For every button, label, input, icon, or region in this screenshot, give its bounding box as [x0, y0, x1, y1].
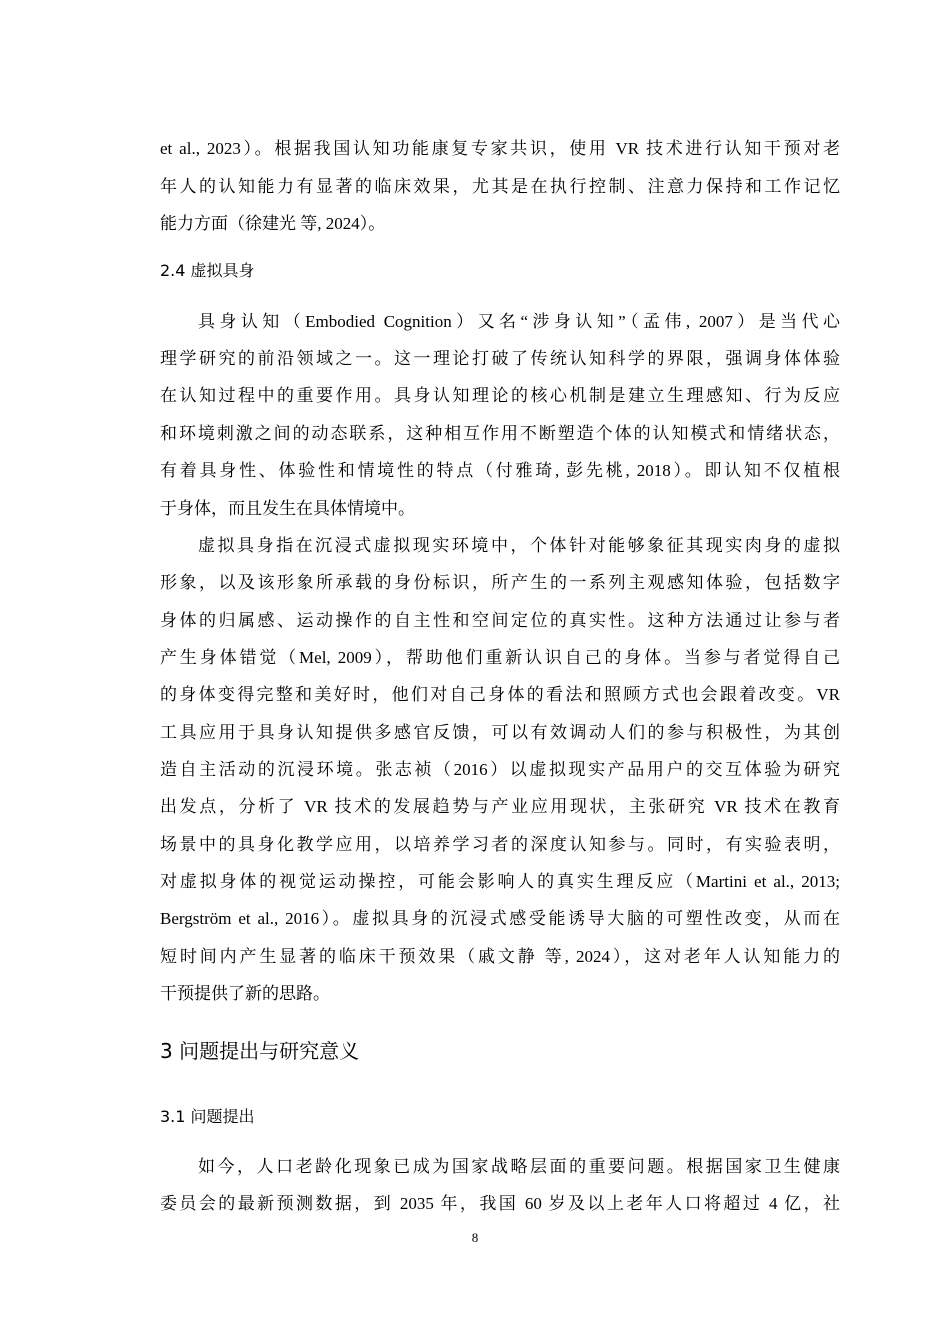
paragraph-line: 能力方面（徐建光 等, 2024）。 [160, 214, 386, 233]
paragraph-line: 理学研究的前沿领域之一。这一理论打破了传统认知科学的界限，强调身体体验 [160, 349, 840, 368]
chapter-heading-3: 3 问题提出与研究意义 [160, 1039, 360, 1063]
paragraph-line: 委员会的最新预测数据，到 2035 年，我国 60 岁及以上老年人口将超过 4 亿，社 [160, 1194, 840, 1213]
paragraph-line: 场景中的具身化教学应用，以培养学习者的深度认知参与。同时，有实验表明， [160, 835, 840, 854]
paragraph-line: Bergström et al., 2016）。虚拟具身的沉浸式感受能诱导大脑的可塑性改变，从而在 [160, 909, 840, 928]
paragraph-line: 如今，人口老龄化现象已成为国家战略层面的重要问题。根据国家卫生健康 [198, 1157, 840, 1176]
paragraph-line: et al., 2023）。根据我国认知功能康复专家共识，使用 VR 技术进行认知干预对老 [160, 139, 840, 158]
paragraph-line: 干预提供了新的思路。 [160, 984, 330, 1003]
paragraph-line: 年人的认知能力有显著的临床效果，尤其是在执行控制、注意力保持和工作记忆 [160, 177, 840, 196]
paragraph-line: 对虚拟身体的视觉运动操控，可能会影响人的真实生理反应（Martini et al., 2013; [160, 872, 840, 891]
paragraph-line: 造自主活动的沉浸环境。张志祯（2016）以虚拟现实产品用户的交互体验为研究 [160, 760, 840, 779]
paragraph-line: 身体的归属感、运动操作的自主性和空间定位的真实性。这种方法通过让参与者 [160, 611, 840, 630]
paragraph-line: 和环境刺激之间的动态联系，这种相互作用不断塑造个体的认知模式和情绪状态， [160, 424, 840, 443]
paragraph-line: 虚拟具身指在沉浸式虚拟现实环境中，个体针对能够象征其现实肉身的虚拟 [198, 536, 840, 555]
paragraph-line: 具身认知（Embodied Cognition）又名“涉身认知”（孟伟, 2007）是当代心 [198, 312, 840, 331]
paragraph-line: 短时间内产生显著的临床干预效果（戚文静 等, 2024），这对老年人认知能力的 [160, 947, 840, 966]
section-heading-3-1: 3.1 问题提出 [160, 1107, 255, 1126]
paragraph-line: 有着具身性、体验性和情境性的特点（付雅琦, 彭先桃, 2018）。即认知不仅植根 [160, 461, 840, 480]
section-heading-2-4: 2.4 虚拟具身 [160, 261, 255, 280]
page-number: 8 [471, 1230, 479, 1245]
paragraph-line: 于身体，而且发生在具体情境中。 [160, 499, 415, 518]
paragraph-line: 出发点，分析了 VR 技术的发展趋势与产业应用现状，主张研究 VR 技术在教育 [160, 797, 840, 816]
paragraph-line: 产生身体错觉（Mel, 2009），帮助他们重新认识自己的身体。当参与者觉得自己 [160, 648, 840, 667]
paragraph-line: 形象，以及该形象所承载的身份标识，所产生的一系列主观感知体验，包括数字 [160, 573, 840, 592]
paragraph-line: 在认知过程中的重要作用。具身认知理论的核心机制是建立生理感知、行为反应 [160, 386, 840, 405]
paragraph-line: 的身体变得完整和美好时，他们对自己身体的看法和照顾方式也会跟着改变。VR [160, 685, 840, 704]
paragraph-line: 工具应用于具身认知提供多感官反馈，可以有效调动人们的参与积极性，为其创 [160, 723, 840, 742]
